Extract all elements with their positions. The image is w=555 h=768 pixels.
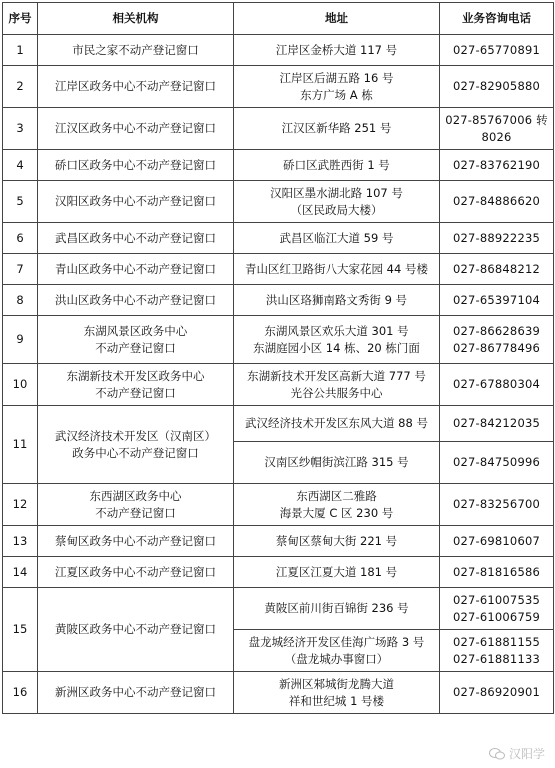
address-cell-line: 光谷公共服务中心 (290, 385, 383, 400)
row-number: 8 (3, 285, 38, 316)
watermark (489, 745, 545, 762)
org-cell-line: 政务中心不动产登记窗口 (72, 445, 199, 460)
row-number: 1 (3, 35, 38, 66)
org-cell-line: 武昌区政务中心不动产登记窗口 (55, 230, 216, 245)
address-cell-line: 海景大厦 C 区 230 号 (279, 505, 394, 520)
org-cell-line: 汉阳区政务中心不动产登记窗口 (55, 194, 216, 208)
address-cell (234, 66, 440, 108)
phone-cell (440, 181, 554, 223)
header-org: 相关机构 (38, 3, 234, 35)
address-cell-line: （盘龙城办事窗口） (284, 651, 389, 666)
phone-cell (440, 285, 554, 316)
phone-cell-line: 027-86628639 (452, 323, 541, 338)
org-cell-line: 硚口区政务中心不动产登记窗口 (55, 157, 216, 172)
phone-cell (440, 66, 554, 108)
table-row (3, 254, 554, 285)
address-cell (234, 630, 440, 672)
org-cell-line: 新洲区政务中心不动产登记窗口 (55, 685, 216, 699)
row-number: 4 (3, 150, 38, 181)
table-row (3, 108, 554, 150)
org-cell (38, 285, 234, 316)
row-number: 12 (3, 484, 38, 526)
table-row (3, 484, 554, 526)
org-cell-line: 江汉区政务中心不动产登记窗口 (55, 121, 216, 135)
row-number: 14 (3, 557, 38, 588)
phone-cell (440, 254, 554, 285)
row-number: 15 (3, 588, 38, 672)
row-number: 10 (3, 364, 38, 406)
address-cell (234, 285, 440, 316)
address-cell (234, 35, 440, 66)
phone-cell-line: 027-65397104 (452, 292, 541, 307)
phone-cell (440, 150, 554, 181)
org-cell-line: 江岸区政务中心不动产登记窗口 (55, 79, 216, 93)
org-cell-line: 市民之家不动产登记窗口 (72, 42, 199, 57)
header-address: 地址 (234, 3, 440, 35)
table-row (3, 150, 554, 181)
phone-cell-line: 027-83256700 (452, 497, 541, 511)
address-cell-line: 东湖庭园小区 14 栋、20 栋门面 (253, 340, 420, 355)
address-cell (234, 672, 440, 714)
org-cell-line: 不动产登记窗口 (95, 505, 176, 520)
address-cell-line: 江岸区后湖五路 16 号 (279, 70, 394, 85)
address-cell (234, 364, 440, 406)
table-row (3, 181, 554, 223)
address-cell (234, 442, 440, 484)
phone-cell-line: 027-88922235 (452, 230, 541, 245)
address-cell (234, 181, 440, 223)
phone-cell-line: 027-82905880 (452, 79, 541, 93)
row-number: 16 (3, 672, 38, 714)
header-no: 序号 (3, 3, 38, 35)
row-number: 9 (3, 316, 38, 364)
table-row (3, 316, 554, 364)
address-cell-line: 武昌区临江大道 59 号 (279, 230, 394, 245)
org-cell (38, 35, 234, 66)
phone-cell-line: 027-83762190 (452, 157, 541, 172)
phone-cell-line: 027-65770891 (452, 42, 541, 57)
phone-cell (440, 35, 554, 66)
org-cell-line: 黄陂区政务中心不动产登记窗口 (55, 622, 216, 636)
phone-cell (440, 442, 554, 484)
phone-cell-line: 027-85767006 转 (445, 112, 548, 127)
org-cell-line: 武汉经济技术开发区（汉南区） (55, 428, 216, 443)
org-cell (38, 254, 234, 285)
address-cell-line: 蔡甸区蔡甸大街 221 号 (275, 533, 398, 548)
address-cell-line: 江夏区江夏大道 181 号 (275, 564, 398, 579)
phone-cell-line: 027-86848212 (452, 261, 541, 276)
org-cell-line: 东湖新技术开发区政务中心 (66, 368, 205, 383)
row-number: 6 (3, 223, 38, 254)
header-phone: 业务咨询电话 (440, 3, 554, 35)
address-cell (234, 223, 440, 254)
phone-cell-line: 027-61881155 (452, 634, 541, 649)
org-cell (38, 588, 234, 672)
address-cell-line: 江岸区金桥大道 117 号 (275, 42, 398, 57)
phone-cell-line: 027-61881133 (452, 651, 541, 666)
table-row (3, 406, 554, 442)
table-row (3, 557, 554, 588)
address-cell (234, 484, 440, 526)
org-cell (38, 406, 234, 484)
org-cell (38, 526, 234, 557)
row-number: 2 (3, 66, 38, 108)
org-cell (38, 672, 234, 714)
table-row (3, 223, 554, 254)
org-cell (38, 223, 234, 254)
address-cell (234, 406, 440, 442)
phone-cell-line: 027-69810607 (452, 533, 541, 548)
row-number: 7 (3, 254, 38, 285)
table-row (3, 588, 554, 630)
phone-cell-line: 027-61006759 (452, 609, 541, 624)
address-cell-line: 盘龙城经济开发区佳海广场路 3 号 (248, 634, 425, 649)
phone-cell (440, 406, 554, 442)
phone-cell (440, 526, 554, 557)
table-row (3, 35, 554, 66)
phone-cell (440, 672, 554, 714)
org-cell-line: 不动产登记窗口 (95, 385, 176, 400)
org-cell (38, 66, 234, 108)
table-body (3, 35, 554, 714)
table-row (3, 672, 554, 714)
wechat-icon (489, 748, 505, 760)
org-cell (38, 181, 234, 223)
address-cell-line: 祥和世纪城 1 号楼 (288, 693, 385, 708)
phone-cell-line: 027-84886620 (452, 194, 541, 208)
org-cell-line: 蔡甸区政务中心不动产登记窗口 (55, 533, 216, 548)
org-cell-line: 东湖风景区政务中心 (83, 323, 188, 338)
address-cell (234, 108, 440, 150)
org-cell-line: 江夏区政务中心不动产登记窗口 (55, 564, 216, 579)
address-cell (234, 254, 440, 285)
phone-cell (440, 630, 554, 672)
address-cell-line: 东湖新技术开发区高新大道 777 号 (247, 368, 426, 383)
address-cell-line: 汉阳区墨水湖北路 107 号 (270, 185, 403, 200)
row-number: 13 (3, 526, 38, 557)
org-cell-line: 洪山区政务中心不动产登记窗口 (55, 292, 216, 307)
table-row (3, 526, 554, 557)
phone-cell-line: 027-81816586 (452, 564, 541, 579)
address-cell (234, 557, 440, 588)
phone-cell-line: 027-84212035 (452, 416, 541, 430)
registration-table (2, 2, 554, 714)
address-cell-line: 东湖风景区欢乐大道 301 号 (264, 323, 409, 338)
org-cell (38, 150, 234, 181)
table-row (3, 285, 554, 316)
watermark-text: 汉阳学 (508, 747, 545, 761)
table-header-row (3, 3, 554, 35)
phone-cell (440, 588, 554, 630)
row-number: 5 (3, 181, 38, 223)
phone-cell-line: 027-84750996 (452, 455, 541, 469)
address-cell-line: 洪山区珞狮南路文秀街 9 号 (265, 292, 408, 307)
row-number: 11 (3, 406, 38, 484)
phone-cell (440, 316, 554, 364)
address-cell-line: 东方广场 A 栋 (300, 87, 373, 102)
address-cell-line: 青山区红卫路街八大家花园 44 号楼 (245, 261, 428, 276)
phone-cell-line: 027-61007535 (452, 592, 541, 607)
address-cell-line: 新洲区邾城街龙腾大道 (279, 676, 394, 691)
org-cell (38, 484, 234, 526)
address-cell-line: 硚口区武胜西街 1 号 (283, 157, 390, 172)
phone-cell-line: 027-86778496 (452, 340, 541, 355)
table-row (3, 364, 554, 406)
org-cell (38, 364, 234, 406)
org-cell-line: 不动产登记窗口 (95, 340, 176, 355)
phone-cell (440, 484, 554, 526)
org-cell (38, 557, 234, 588)
address-cell (234, 150, 440, 181)
row-number: 3 (3, 108, 38, 150)
address-cell-line: （区民政局大楼） (290, 202, 383, 217)
phone-cell (440, 223, 554, 254)
address-cell-line: 东西湖区二雅路 (296, 488, 377, 503)
table-row (3, 66, 554, 108)
address-cell-line: 武汉经济技术开发区东风大道 88 号 (245, 416, 428, 430)
address-cell (234, 316, 440, 364)
phone-cell (440, 557, 554, 588)
phone-cell-line: 027-67880304 (452, 377, 541, 391)
address-cell (234, 526, 440, 557)
address-cell-line: 汉南区纱帽街滨江路 315 号 (264, 455, 409, 469)
org-cell-line: 东西湖区政务中心 (89, 488, 182, 503)
address-cell (234, 588, 440, 630)
phone-cell (440, 108, 554, 150)
org-cell (38, 316, 234, 364)
phone-cell (440, 364, 554, 406)
address-cell-line: 黄陂区前川街百锦街 236 号 (264, 601, 409, 615)
phone-cell-line: 8026 (481, 129, 512, 144)
org-cell-line: 青山区政务中心不动产登记窗口 (55, 261, 216, 276)
org-cell (38, 108, 234, 150)
phone-cell-line: 027-86920901 (452, 685, 541, 699)
address-cell-line: 江汉区新华路 251 号 (281, 121, 392, 135)
